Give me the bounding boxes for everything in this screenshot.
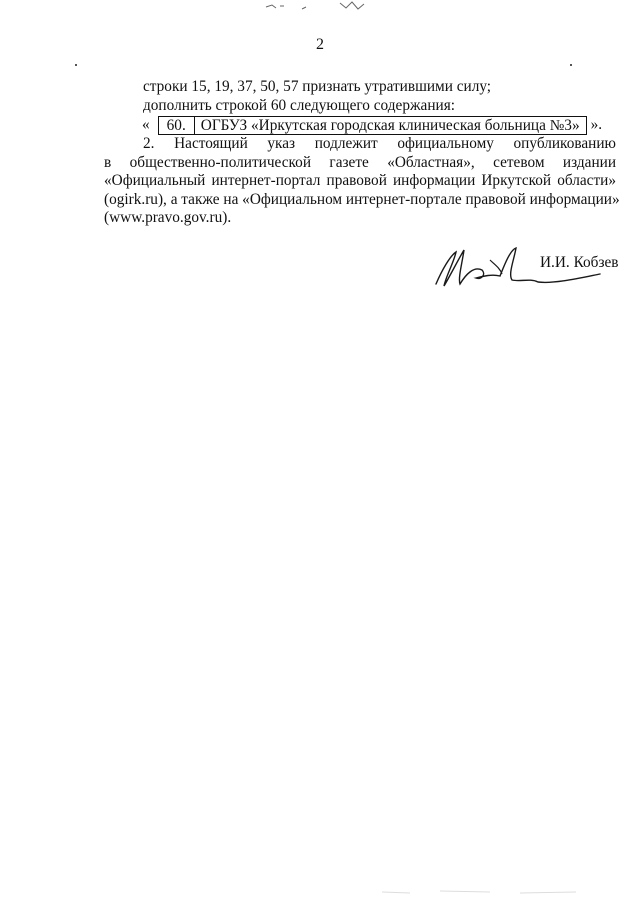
paragraph-2-line-2: в общественно-политической газете «Областная», сетевом издании [104,153,616,171]
open-quote: « [142,115,150,133]
p2-word: официальному [397,135,494,152]
p2-word: Настоящий [174,135,248,152]
scan-dot-right [570,64,572,66]
paragraph-2-line-3: «Официальный интернет-портал правовой информации Иркутской области» [104,172,616,189]
paragraph-2-line-4: (ogirk.ru), а также на «Официальном интернет-портале правовой информации» [104,190,620,208]
p2-word: опубликованию [513,135,616,152]
row-table [158,116,587,135]
scan-artifact-top [262,0,372,12]
document-body [104,78,620,228]
paragraph-2-line-1 [104,135,616,154]
paragraph-2-line-5: (www.pravo.gov.ru). [104,209,232,226]
page-number: 2 [316,36,324,53]
p2-word: подлежит [314,135,378,152]
scan-artifact-bottom [380,888,580,896]
row-number-cell: 60. [158,116,194,134]
p2-word: 2. [143,135,155,152]
close-quote: ». [590,115,603,133]
amendment-line-2: дополнить строкой 60 следующего содержания: [143,96,455,114]
signer-name: И.И. Кобзев [540,254,619,271]
p2-word: указ [267,135,296,152]
amendment-line-1: строки 15, 19, 37, 50, 57 признать утратившими силу; [143,78,492,95]
scan-dot-left [75,64,77,66]
inserted-row [104,115,616,135]
row-name-cell: ОГБУЗ «Иркутская городская клиническая больница №3» [194,116,586,134]
